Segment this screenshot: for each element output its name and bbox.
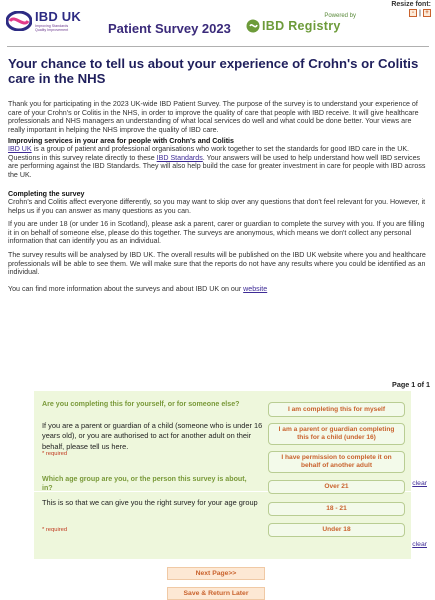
question-2-text: Which age group are you, or the person this survey is about, in? bbox=[42, 475, 247, 493]
more-info-text: You can find more information about the surveys and about IBD UK on our bbox=[8, 285, 244, 293]
question-2-help: This is so that we can give you the right survey for your age group bbox=[42, 498, 258, 507]
ibd-uk-link[interactable]: IBD UK bbox=[8, 145, 32, 153]
page-indicator: Page 1 of 1 bbox=[392, 380, 430, 389]
results-paragraph: The survey results will be analysed by IBD UK. The overall results will be published on the IBD UK website where you and healthcare professionals will be able to see them. We will make sure that the reports do not have any results where you could be identified as an individual. bbox=[8, 251, 426, 276]
option-under-18[interactable]: Under 18 bbox=[268, 523, 405, 537]
page-title: Your chance to tell us about your experience of Crohn's or Colitis care in the NHS bbox=[8, 56, 419, 86]
option-parent-guardian[interactable]: I am a parent or guardian completing this for a child (under 16) bbox=[268, 423, 405, 445]
option-18-21[interactable]: 18 - 21 bbox=[268, 502, 405, 516]
ibd-uk-logo bbox=[6, 10, 81, 32]
section-heading-completing-text: Completing the survey bbox=[8, 190, 85, 198]
logo-subtitle: Improving Standards Quality Improvement bbox=[35, 24, 69, 32]
ibd-uk-paragraph bbox=[8, 145, 429, 179]
option-another-adult[interactable]: I have permission to complete it on behalf of another adult bbox=[268, 451, 405, 473]
question-1-required: * required bbox=[42, 451, 68, 457]
font-larger-button[interactable]: + bbox=[423, 9, 431, 17]
question-1-text: Are you completing this for yourself, or for someone else? bbox=[42, 400, 240, 408]
powered-by-label: Powered by bbox=[324, 13, 356, 19]
section-heading-improving-text: Improving services in your area for people with Crohn's and Colitis bbox=[8, 137, 234, 145]
save-return-later-button[interactable]: Save & Return Later bbox=[167, 587, 265, 600]
website-link[interactable]: website bbox=[243, 285, 268, 293]
ibd-uk-paragraph-text-a: is a group of patient and professional organisations who work together to set the standards for good IBD care in the UK. Questions in this survey relate directly to these bbox=[8, 145, 410, 162]
question-2-clear-link[interactable]: clear bbox=[412, 541, 427, 548]
font-smaller-button[interactable]: - bbox=[409, 9, 417, 17]
more-info-paragraph bbox=[8, 285, 429, 294]
resize-font-label: Resize font: bbox=[391, 1, 431, 8]
next-page-button[interactable]: Next Page>> bbox=[167, 567, 265, 580]
ibd-registry-logo-icon bbox=[246, 19, 260, 33]
registry-name: IBD Registry bbox=[262, 19, 341, 33]
resize-separator: | bbox=[419, 9, 421, 17]
question-1-help: If you are a parent or guardian of a child (someone who is under 16 years old), or you are authorised to act for another adult on their behalf, please tell us here. bbox=[42, 421, 263, 451]
powered-by-block bbox=[246, 13, 366, 33]
question-2-required: * required bbox=[42, 527, 68, 533]
ibd-uk-paragraph-text-b: . Your answers will be used to help understand how well IBD services are performing against the IBD Standards. They will also help build the case for greater investment in care for people with IBD across the UK. bbox=[8, 153, 426, 179]
option-over-21[interactable]: Over 21 bbox=[268, 480, 405, 494]
header-divider bbox=[7, 46, 429, 47]
intro-paragraph: Thank you for participating in the 2023 UK-wide IBD Patient Survey. The purpose of the survey is to understand your experience of care of your Crohn's or Colitis in the NHS, in order to improve the quality of care that people with IBD receive. It will give healthcare professionals and NHS managers an understanding of what local services do well and what could be done better. Your views are really important in helping the NHS improve the quality of IBD care. bbox=[8, 100, 419, 134]
under-18-paragraph: If you are under 18 (or under 16 in Scotland), please ask a parent, carer or guardian to complete the survey with you. If you are filling it in on behalf of someone else, please do this together. The surveys are anonymous, which means we don't collect any personal information that can identify you as an individual. bbox=[8, 220, 425, 245]
ibd-standards-link[interactable]: IBD Standards bbox=[156, 153, 203, 162]
completing-paragraph: Crohn's and Colitis affect everyone differently, so you may want to skip over any questions that don't feel relevant for you. However, it helps us if you can answer as many questions as you can. bbox=[8, 198, 426, 215]
ibd-uk-logo-icon bbox=[6, 11, 32, 31]
page-header bbox=[0, 0, 435, 42]
option-for-myself[interactable]: I am completing this for myself bbox=[268, 402, 405, 417]
logo-title: IBD UK bbox=[35, 9, 81, 24]
survey-title: Patient Survey 2023 bbox=[108, 21, 231, 36]
question-1-clear-link[interactable]: clear bbox=[412, 480, 427, 487]
